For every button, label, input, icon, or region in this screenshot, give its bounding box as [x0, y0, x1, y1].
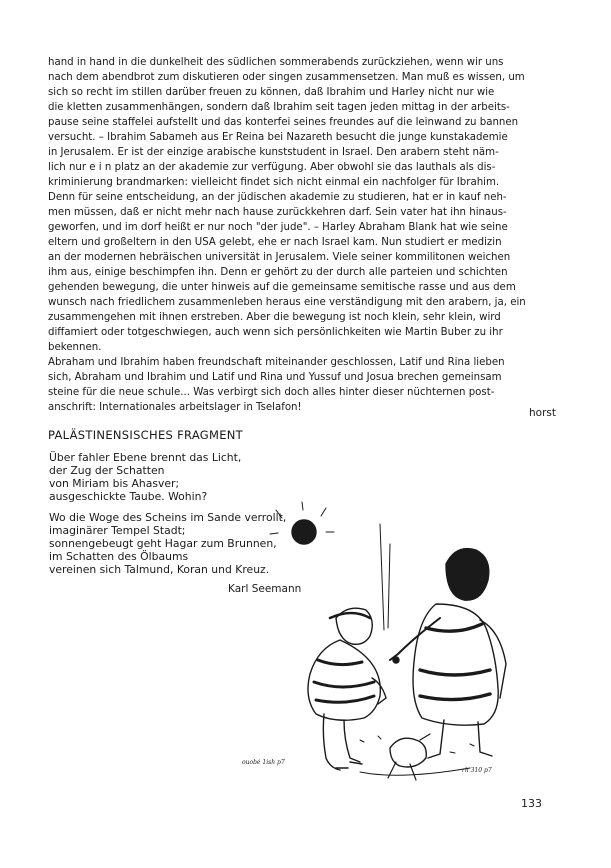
article-line: in Jerusalem. Er ist der einzige arabische kunststudent in Israel. Den arabern steht näm-	[48, 147, 499, 158]
article-line: lich nur e i n platz an der akademie zur verfügung. Aber obwohl sie das lauthals als dis-	[48, 162, 496, 173]
article-line: gehenden bewegung, die unter hinweis auf die gemeinsame semitische rasse und aus dem	[48, 282, 516, 293]
article-line: kriminierung brandmarken: vielleicht findet sich nicht einmal ein nachfolger für Ibrahim.	[48, 177, 500, 188]
article-line: ihm aus, einige beschimpfen ihn. Denn er gehört zu der durch alle parteien und schichten	[48, 267, 508, 278]
article-line: sich, Abraham und Ibrahim und Latif und Rina und Yussuf und Josua brechen gemeinsam	[48, 372, 502, 383]
article-line: steine für die neue schule... Was verbirgt sich doch alles hinter dieser nüchternen post-	[48, 387, 495, 398]
article-line: pause seine staffelei aufstellt und das konterfei seines freundes auf die leinwand zu bannen	[48, 117, 519, 128]
sun-icon	[292, 520, 316, 544]
article-line: geworfen, und im dorf heißt er nur noch "der jude". – Harley Abraham Blank hat wie seine	[48, 222, 508, 233]
article-line: Abraham und Ibrahim haben freundschaft miteinander geschlossen, Latif und Rina lieben	[48, 357, 505, 368]
poem-title: PALÄSTINENSISCHES FRAGMENT	[48, 428, 244, 442]
article-line: bekennen.	[48, 342, 102, 353]
article-line: zusammengehen mit ihnen erstreben. Aber die bewegung ist noch klein, sehr klein, wird	[48, 312, 501, 323]
poem-line: ausgeschickte Taube. Wohin?	[49, 490, 208, 503]
artist-signature-right: rh 310 p7	[462, 767, 492, 774]
article-line: versucht. – Ibrahim Sabameh aus Er Reina bei Nazareth besucht die junge kunstakademie	[48, 132, 508, 143]
poem-author: Karl Seemann	[228, 583, 302, 595]
article-line: an der modernen hebräischen universität in Jerusalem. Viele seiner kommilitonen weichen	[48, 252, 511, 263]
article-line: hand in hand in die dunkelheit des südlichen sommerabends zurückziehen, wenn wir uns	[48, 57, 504, 68]
poem-line: Über fahler Ebene brennt das Licht,	[49, 451, 242, 464]
article-author: horst	[529, 407, 556, 419]
article-line: diffamiert oder totgeschwiegen, auch wenn sich persönlichkeiten wie Martin Buber zu ihr	[48, 327, 503, 338]
article-line: wunsch nach friedlichem zusammenleben heraus eine verständigung mit den arabern, ja, ein	[48, 297, 526, 308]
article-line: Denn für seine entscheidung, an der jüdischen akademie zu studieren, hat er in kauf neh-	[48, 192, 507, 203]
article-line: sich so recht im stillen darüber freuen zu können, daß Ibrahim und Harley nicht nur wie	[48, 87, 495, 98]
article-line: anschrift: Internationales arbeitslager in Tselafon!	[48, 402, 302, 413]
poem-line: im Schatten des Ölbaums	[49, 550, 189, 563]
poem-line: vereinen sich Talmund, Koran und Kreuz.	[49, 563, 270, 576]
ink-drawing-illustration	[240, 500, 540, 785]
article-line: men müssen, daß er nicht mehr nach hause zurückkehren darf. Sein vater hat ihn hinaus-	[48, 207, 507, 218]
poem-line: Wo die Woge des Scheins im Sande verrollt,	[49, 511, 287, 524]
artist-signature-left: ouobé 1ish p7	[242, 759, 285, 766]
poem-line: der Zug der Schatten	[49, 464, 165, 477]
poem-line: sonnengebeugt geht Hagar zum Brunnen,	[49, 537, 277, 550]
article-line: eltern und großeltern in den USA gelebt, ehe er nach Israel kam. Nun studiert er medizin	[48, 237, 502, 248]
article-line: nach dem abendbrot zum diskutieren oder singen zusammensetzen. Man muß es wissen, um	[48, 72, 525, 83]
page-number: 133	[521, 797, 542, 810]
poem-line: imaginärer Tempel Stadt;	[49, 524, 186, 537]
poem-line: von Miriam bis Ahasver;	[49, 477, 180, 490]
article-line: die kletten zusammenhängen, sondern daß Ibrahim seit tagen jeden mittag in der arbeits-	[48, 102, 510, 113]
